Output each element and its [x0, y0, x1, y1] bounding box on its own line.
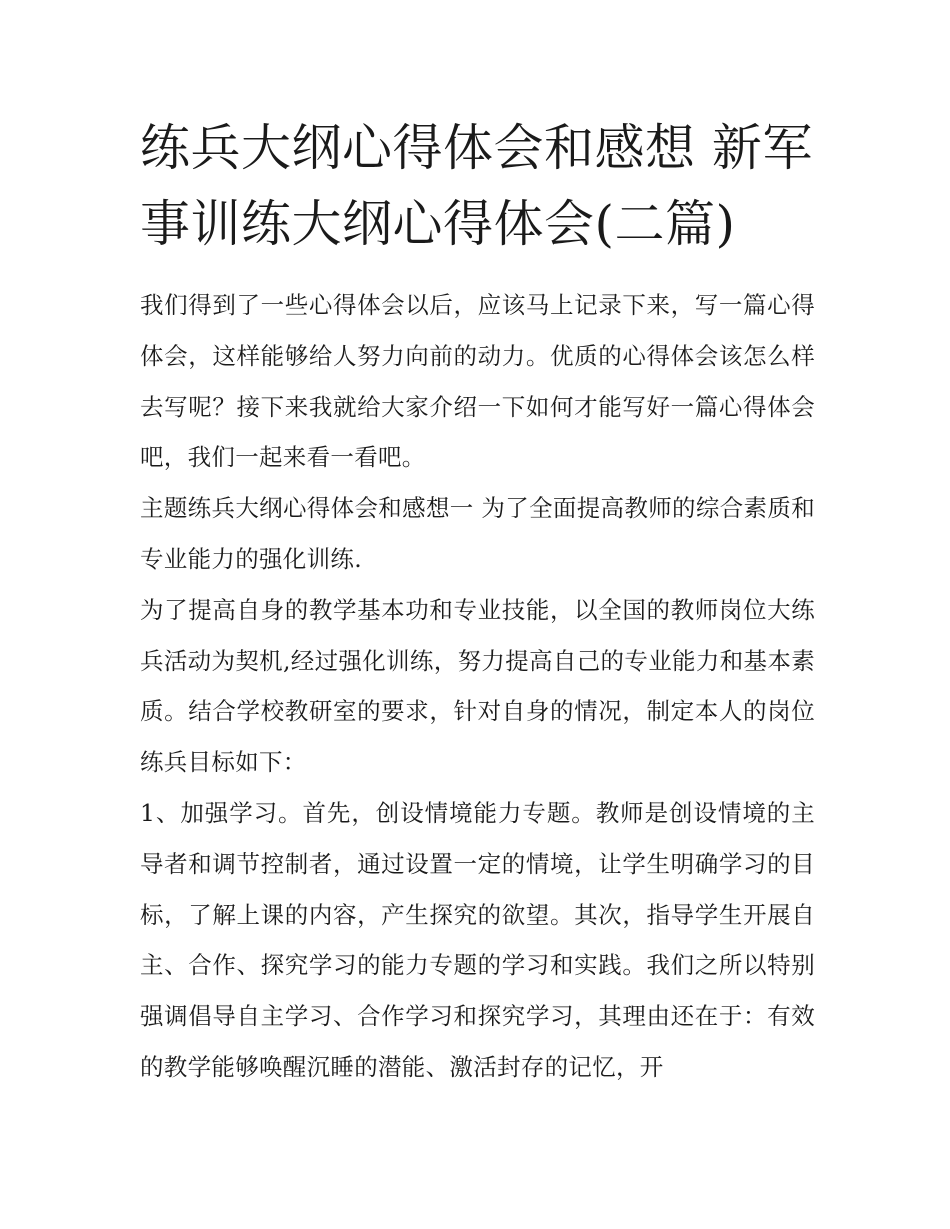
document-body — [140, 280, 815, 1093]
document-title: 练兵大纲心得体会和感想 新军事训练大纲心得体会(二篇) — [140, 119, 813, 253]
paragraph-goals: 为了提高自身的教学基本功和专业技能，以全国的教师岗位大练兵活动为契机,经过强化训练，努力提高自己的专业能力和基本素质。结合学校教研室的要求，针对自身的情况，制定本人的岗位练兵目标如下： — [140, 595, 815, 777]
paragraph-intro: 我们得到了一些心得体会以后，应该马上记录下来，写一篇心得体会，这样能够给人努力向前的动力。优质的心得体会该怎么样去写呢？接下来我就给大家介绍一下如何才能写好一篇心得体会吧，我们一起来看一看吧。 — [140, 291, 815, 472]
paragraph-item-1: 1、加强学习。首先，创设情境能力专题。教师是创设情境的主导者和调节控制者，通过设置一定的情境，让学生明确学习的目标，了解上课的内容，产生探究的欲望。其次，指导学生开展自主、合作、探究学习的能力专题的学习和实践。我们之所以特别强调倡导自主学习、合作学习和探究学习，其理由还在于：有效的教学能够唤醒沉睡的潜能、激活封存的记忆，开 — [140, 798, 815, 1081]
paragraph-topic: 主题练兵大纲心得体会和感想一 为了全面提高教师的综合素质和专业能力的强化训练. — [140, 494, 815, 573]
